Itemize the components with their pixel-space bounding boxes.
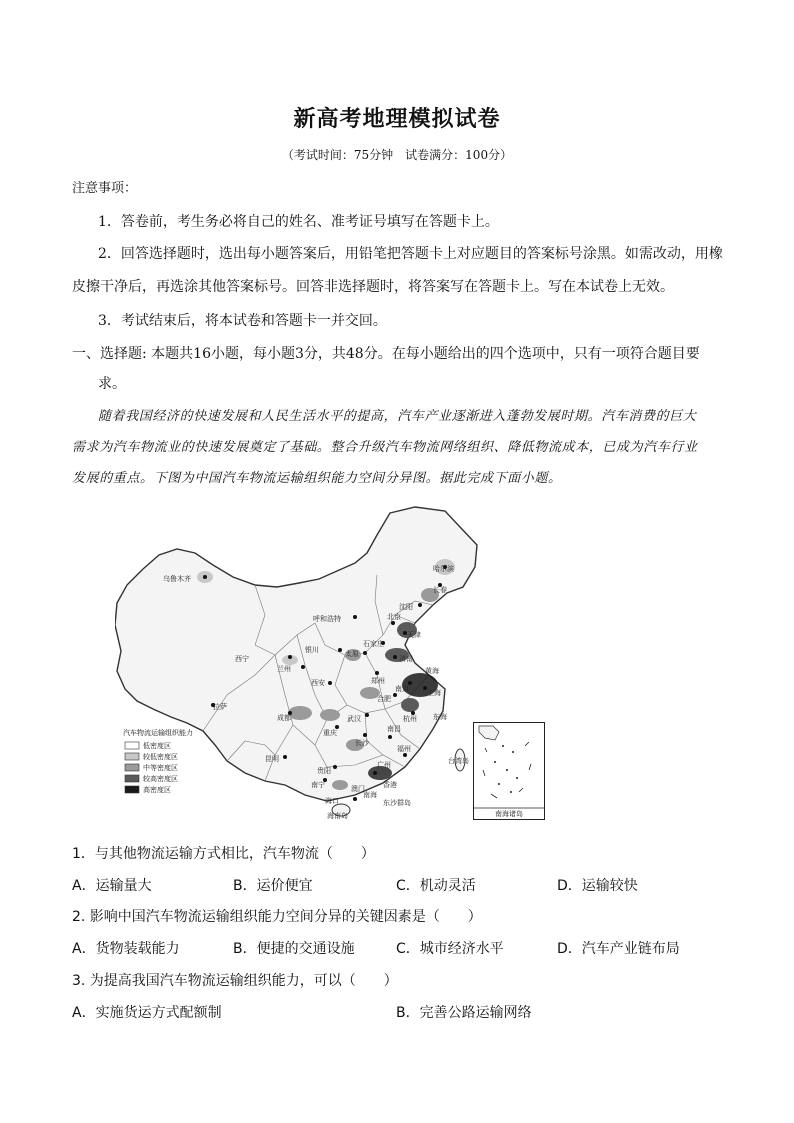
map-label: 南宁 — [311, 781, 325, 789]
legend-label: 低密度区 — [143, 742, 171, 750]
inset-label: 南海诸岛 — [495, 810, 523, 818]
option-b: B．完善公路运输网络 — [396, 1005, 532, 1021]
map-label: 东海 — [433, 713, 447, 721]
map-label: 福州 — [397, 745, 411, 753]
map-label: 西宁 — [235, 655, 249, 663]
legend-swatch — [125, 775, 139, 782]
section-heading: 一、选择题: 本题共16小题，每小题3分，共48分。在每小题给出的四个选项中，只有一项符合题目要 — [72, 346, 700, 362]
passage-line: 发展的重点。下图为中国汽车物流运输组织能力空间分异图。据此完成下面小题。 — [72, 471, 562, 486]
map-label: 拉萨 — [213, 703, 227, 711]
exam-info: （考试时间：75分钟 试卷满分：100分） — [281, 148, 513, 162]
map-label: 海南岛 — [327, 812, 348, 820]
legend-swatch — [125, 753, 139, 760]
notice-header: 注意事项： — [72, 181, 138, 196]
map-label: 南京 — [395, 685, 409, 693]
legend-label: 较高密度区 — [143, 775, 178, 783]
map-label: 乌鲁木齐 — [163, 575, 191, 583]
map-label: 沈阳 — [399, 603, 413, 611]
map-label: 长春 — [433, 586, 447, 594]
option-c: C．机动灵活 — [396, 878, 476, 894]
map-label: 东沙群岛 — [383, 799, 411, 807]
map-label: 呼和浩特 — [313, 615, 341, 623]
option-b: B．运价便宜 — [233, 878, 313, 894]
map-label: 郑州 — [371, 677, 385, 685]
map-label: 天津 — [407, 631, 421, 639]
map-label: 合肥 — [377, 695, 391, 703]
map-label: 兰州 — [277, 665, 291, 673]
map-label: 石家庄 — [363, 640, 384, 648]
map-label: 武汉 — [347, 715, 361, 723]
map-label: 北京 — [387, 613, 401, 621]
legend-label: 较低密度区 — [143, 753, 178, 761]
page-title: 新高考地理模拟试卷 — [293, 106, 501, 132]
map-label: 长沙 — [355, 739, 369, 747]
option-a: A．运输量大 — [72, 878, 152, 894]
legend-label: 高密度区 — [143, 786, 171, 794]
map-label: 重庆 — [323, 729, 337, 737]
map-label: 台湾岛 — [448, 757, 469, 765]
legend-title: 汽车物流运输组织能力 — [123, 729, 193, 737]
option-b: B．便捷的交通设施 — [233, 941, 355, 957]
option-a: A．实施货运方式配额制 — [72, 1005, 222, 1021]
legend-swatch — [125, 786, 139, 793]
map-legend — [123, 728, 193, 794]
map-label: 海口 — [325, 797, 339, 805]
map-label: 银川 — [305, 646, 319, 654]
notice-item: 3．考试结束后，将本试卷和答题卡一并交回。 — [98, 313, 387, 329]
option-a: A．货物装载能力 — [72, 941, 180, 957]
map-label: 南海 — [363, 791, 377, 799]
passage-line: 需求为汽车物流业的快速发展奠定了基础。整合升级汽车物流网络组织、降低物流成本，已成为汽车行业 — [72, 440, 698, 455]
legend-label: 中等密度区 — [143, 764, 178, 772]
map-label: 哈尔滨 — [433, 565, 454, 573]
map-label: 济南 — [399, 655, 413, 663]
section-heading-cont: 求。 — [98, 376, 126, 392]
map-label: 南昌 — [387, 725, 401, 733]
question-stem: 3. 为提高我国汽车物流运输组织能力，可以（ ） — [72, 973, 398, 989]
map-label: 成都 — [277, 714, 291, 722]
legend-swatch — [125, 742, 139, 749]
question-stem: 2. 影响中国汽车物流运输组织能力空间分异的关键因素是（ ） — [72, 909, 482, 925]
question-stem: 1．与其他物流运输方式相比，汽车物流（ ） — [72, 846, 375, 862]
legend-swatch — [125, 764, 139, 771]
notice-item: 皮擦干净后，再选涂其他答案标号。回答非选择题时，将答案写在答题卡上。写在本试卷上无效。 — [72, 279, 674, 295]
south-china-sea-inset — [473, 722, 545, 820]
map-label: 杭州 — [403, 715, 417, 723]
passage-line: 随着我国经济的快速发展和人民生活水平的提高，汽车产业逐渐进入蓬勃发展时期。汽车消费的巨大 — [98, 409, 697, 424]
map-label: 黄海 — [425, 667, 439, 675]
option-c: C．城市经济水平 — [396, 941, 504, 957]
notice-item: 2．回答选择题时，选出每小题答案后，用铅笔把答题卡上对应题目的答案标号涂黑。如需改动，用橡 — [98, 246, 723, 262]
map-label: 广州 — [377, 761, 391, 769]
option-d: D．运输较快 — [557, 878, 638, 894]
map-label: 太原 — [345, 650, 359, 658]
map-label: 澳门 — [351, 785, 365, 793]
map-label: 贵阳 — [317, 767, 331, 775]
map-label: 昆明 — [265, 755, 279, 763]
notice-item: 1．答卷前，考生务必将自己的姓名、准考证号填写在答题卡上。 — [98, 214, 499, 230]
map-label: 上海 — [427, 689, 441, 697]
map-label: 西安 — [311, 679, 325, 687]
option-d: D．汽车产业链布局 — [557, 941, 680, 957]
map-label: 香港 — [383, 781, 397, 789]
